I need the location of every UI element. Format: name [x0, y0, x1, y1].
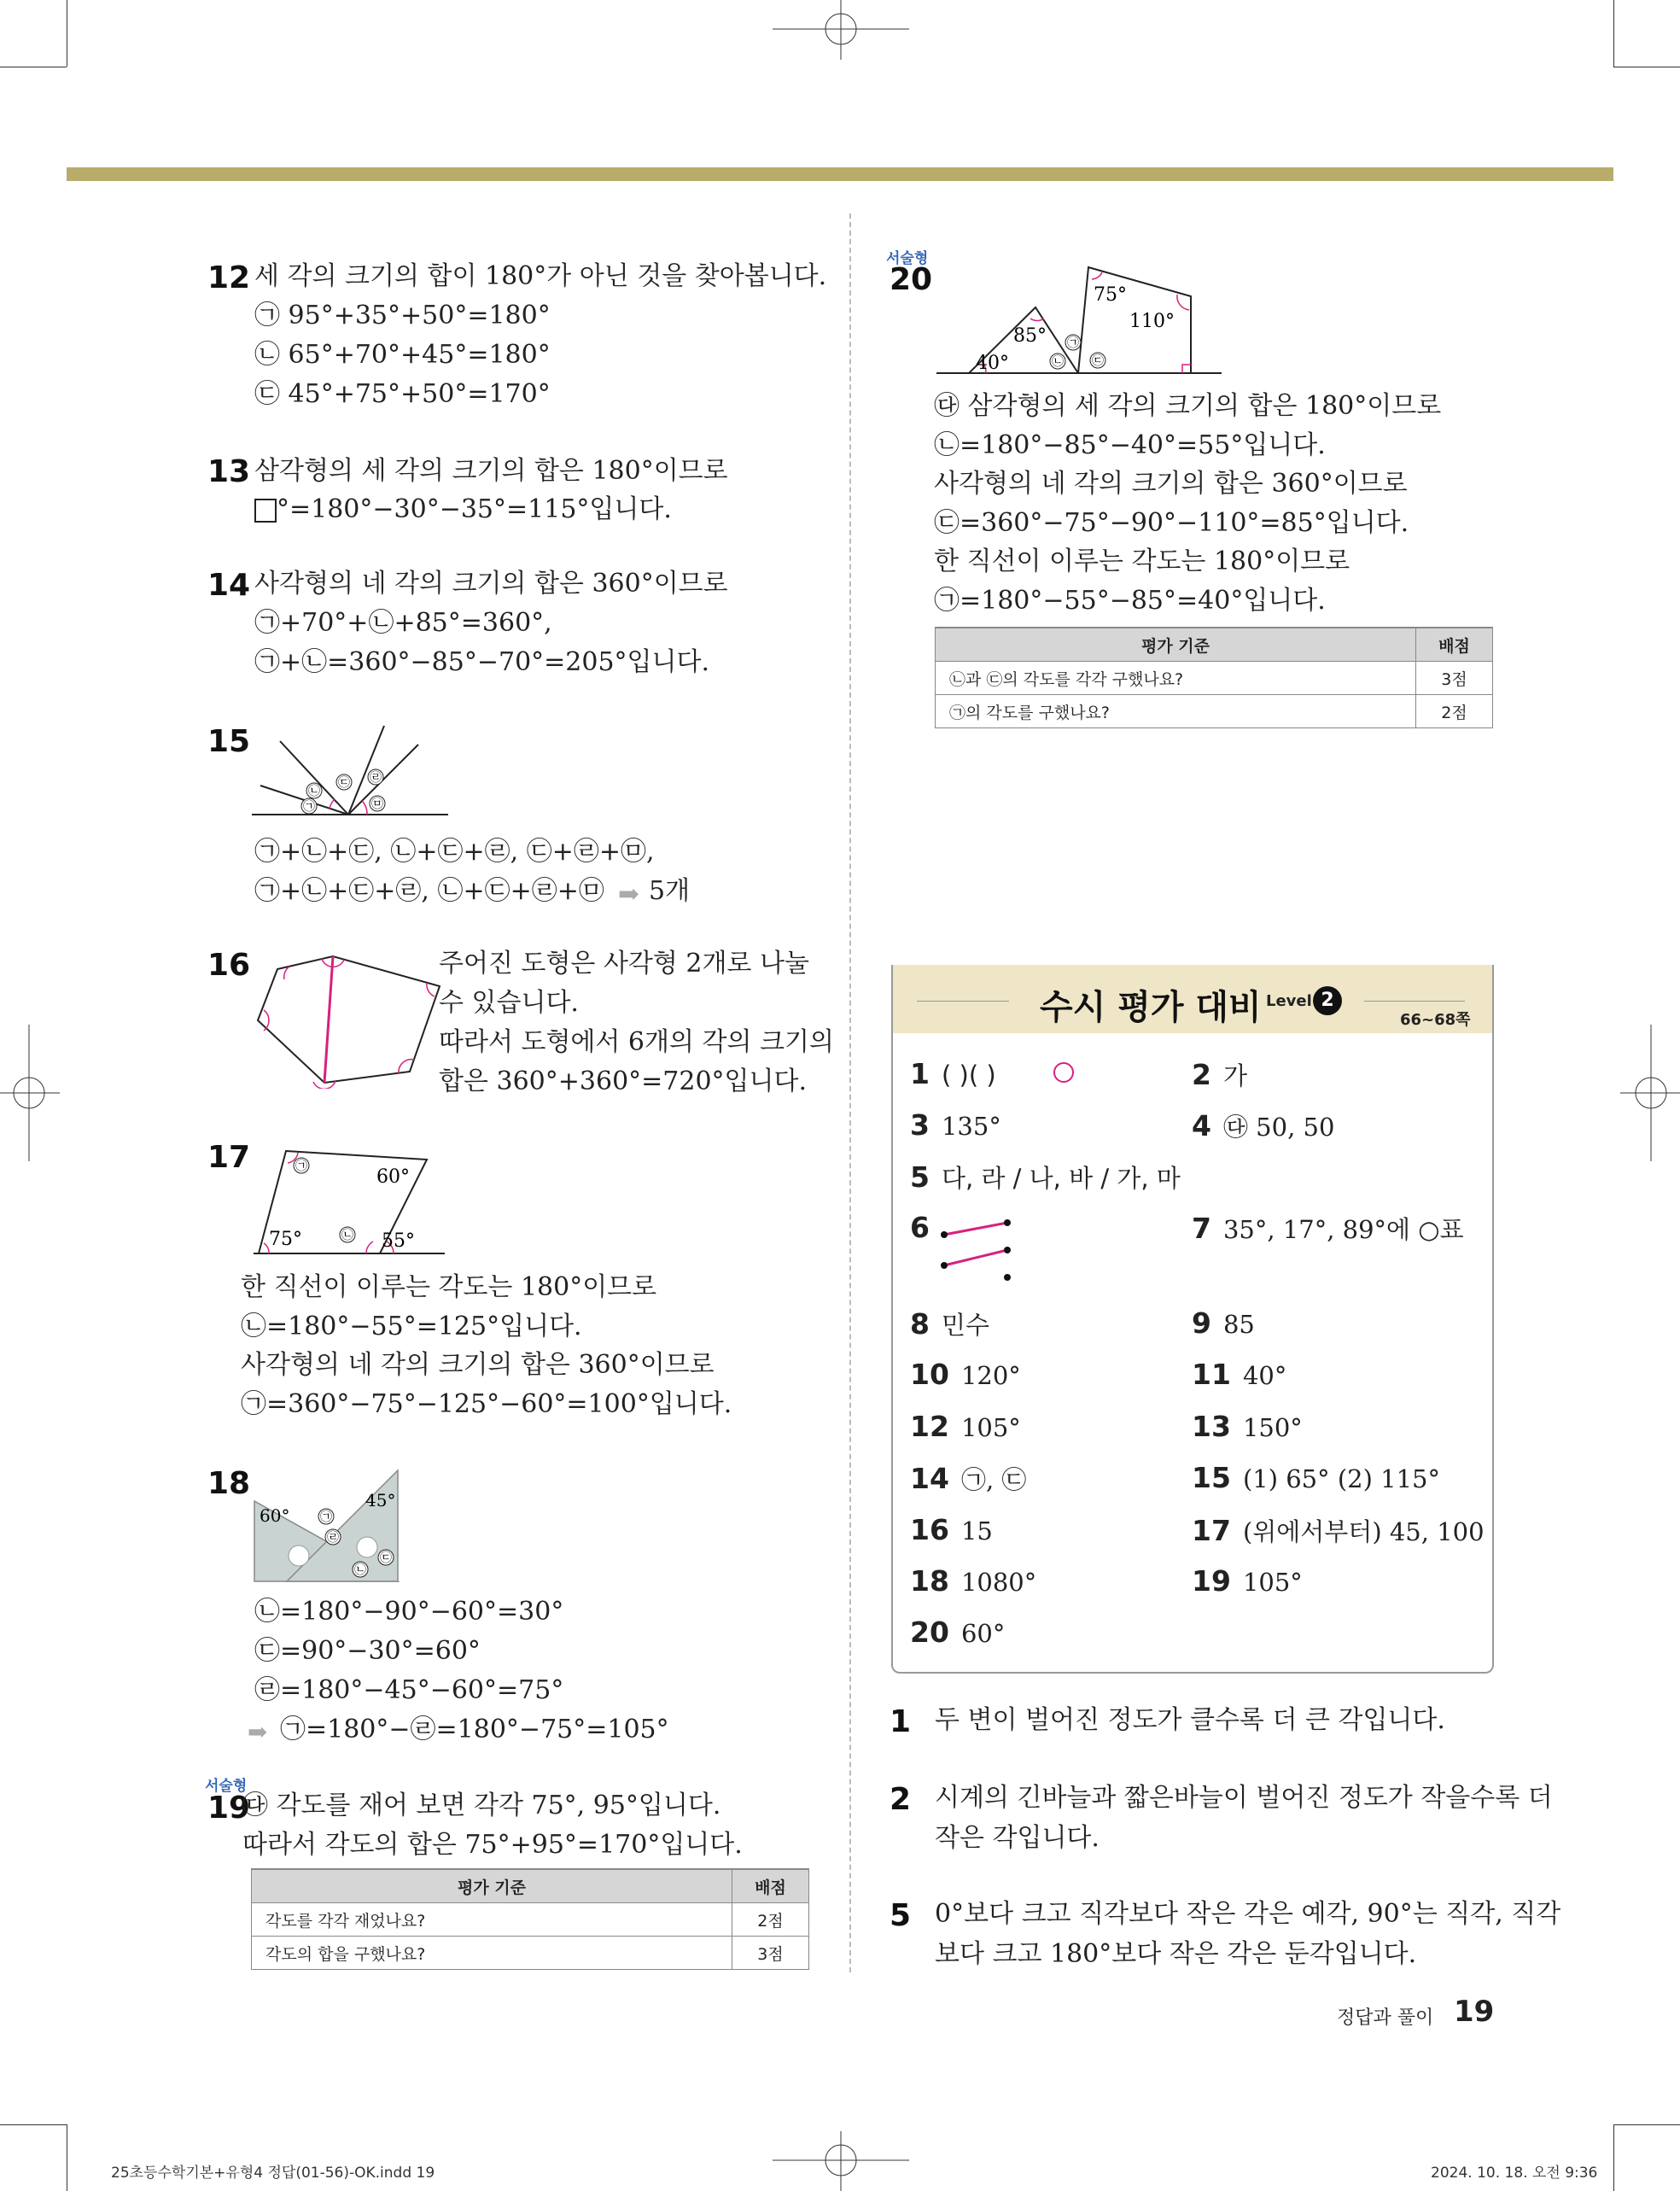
solution-line: ㉰ 삼각형의 세 각의 크기의 합은 180°이므로 [934, 391, 1442, 421]
footer-label: 정답과 풀이 [1337, 2007, 1434, 2029]
answer-item: 9 85 [1192, 1306, 1255, 1340]
print-file-info: 25초등수학기본+유형4 정답(01-56)-OK.indd 19 [111, 2165, 435, 2182]
angle-label: 85° [1013, 325, 1047, 347]
rubric-row: 각도의 합을 구했나요? 3점 [252, 1937, 809, 1970]
problem-number: 17 [207, 1140, 251, 1175]
answer-item: 13 150° [1192, 1410, 1303, 1443]
solution-line: 한 직선이 이루는 각도는 180°이므로 [934, 546, 1350, 576]
solution-line: 합은 360°+360°=720°입니다. [439, 1066, 808, 1096]
crop-mark [1613, 2124, 1680, 2125]
circled-label: ㉣ [370, 771, 382, 785]
header-rule [917, 1001, 1009, 1002]
solution-line: 수 있습니다. [439, 988, 579, 1018]
angle-label: 75° [1094, 284, 1127, 306]
descriptive-tag: 서술형 [205, 1778, 248, 1795]
solution-line: 세 각의 크기의 합이 180°가 아닌 것을 찾아봅니다. [254, 261, 827, 291]
solution-number: 2 [890, 1782, 912, 1817]
circled-label: ㉡ [354, 1563, 366, 1577]
problem-number: 13 [207, 454, 251, 489]
scoring-rubric [935, 627, 1493, 728]
solution-number: 5 [890, 1898, 912, 1933]
angle-label: 75° [269, 1229, 302, 1250]
solution-line: °=180°−30°−35°=115°입니다. [277, 494, 672, 524]
problem-number: 20 [890, 262, 933, 297]
answer-item: 17 (위에서부터) 45, 100 [1192, 1514, 1485, 1547]
angle-label: 55° [382, 1230, 415, 1252]
solution-line: 따라서 각도의 합은 75°+95°=170°입니다. [242, 1830, 743, 1860]
matching-lines-figure [939, 1212, 1016, 1289]
solution-line: ㉡=180°−85°−40°=55°입니다. [934, 430, 1326, 460]
rubric-header: 평가 기준 [252, 1869, 732, 1903]
header-accent-bar [67, 167, 1613, 181]
rubric-row: ㉡과 ㉢의 각도를 각각 구했나요? 3점 [936, 662, 1493, 695]
circled-label: ㉢ [1092, 354, 1104, 368]
answer-item: 3 135° [910, 1108, 1001, 1142]
answer-item: 14 ㉠, ㉢ [910, 1462, 1027, 1495]
triangle-quadrilateral-figure [935, 260, 1225, 376]
solution-line: ㉠=180°−㉣=180°−75°=105° [280, 1715, 669, 1744]
rubric-header: 평가 기준 [936, 628, 1416, 662]
solution-result: 5개 [649, 876, 691, 906]
angle-label: 60° [260, 1505, 290, 1526]
descriptive-tag: 서술형 [886, 250, 929, 267]
circled-label: ㉢ [380, 1551, 392, 1565]
answer-item: 19 105° [1192, 1564, 1303, 1598]
solution-line: 삼각형의 세 각의 크기의 합은 180°이므로 [254, 456, 728, 486]
registration-mark [0, 1025, 60, 1161]
hexagon-figure [252, 952, 448, 1089]
solution-line: ㉡=180°−90°−60°=30° [254, 1597, 564, 1627]
registration-mark [1620, 1025, 1680, 1161]
scoring-rubric [251, 1868, 809, 1970]
rubric-header: 배점 [732, 1869, 809, 1903]
problem-number: 14 [207, 568, 251, 603]
arrow-icon: ➡ [248, 1718, 268, 1746]
page-range: 66~68쪽 [1400, 1011, 1471, 1029]
arrow-icon: ➡ [618, 879, 640, 909]
angle-label: 40° [976, 353, 1009, 374]
answer-item: 2 가 [1192, 1058, 1247, 1091]
solution-line: 0°보다 크고 직각보다 작은 각은 예각, 90°는 직각, 직각 [935, 1899, 1561, 1929]
solution-line: 사각형의 네 각의 크기의 합은 360°이므로 [934, 469, 1408, 499]
crop-mark [1613, 0, 1614, 67]
header-rule [1364, 1001, 1465, 1002]
solution-line: ㉠ 95°+35°+50°=180° [254, 301, 551, 330]
circled-label: ㉡ [308, 785, 320, 798]
registration-mark [773, 0, 909, 60]
answer-item: 8 민수 [910, 1307, 989, 1341]
solution-line: 시계의 긴바늘과 짧은바늘이 벌어진 정도가 작을수록 더 [935, 1783, 1553, 1813]
problem-number: 19 [207, 1791, 251, 1826]
circled-label: ㉠ [1067, 336, 1079, 350]
solution-line: ㉢ 45°+75°+50°=170° [254, 379, 551, 409]
crop-mark [0, 2124, 67, 2125]
circled-label: ㉡ [341, 1229, 353, 1242]
solution-line: 작은 각입니다. [935, 1823, 1100, 1853]
solution-line: 보다 크고 180°보다 작은 각은 둔각입니다. [935, 1939, 1417, 1969]
blank-box-icon [254, 499, 277, 523]
circled-label: ㉣ [327, 1531, 339, 1545]
solution-line: 사각형의 네 각의 크기의 합은 360°이므로 [241, 1350, 715, 1380]
answer-item: 5 다, 라 / 나, 바 / 가, 마 [910, 1160, 1181, 1194]
circled-label: ㉡ [1052, 355, 1064, 369]
answer-item: 10 120° [910, 1358, 1021, 1391]
solution-line: ㉠+㉡=360°−85°−70°=205°입니다. [254, 647, 710, 677]
solution-line: ㉡=180°−55°=125°입니다. [241, 1312, 582, 1341]
answer-item: 4 ㉰ 50, 50 [1192, 1109, 1335, 1142]
page-number: 19 [1454, 1995, 1495, 2029]
solution-line: ㉡ 65°+70°+45°=180° [254, 340, 551, 370]
solution-line: 주어진 도형은 사각형 2개로 나눌 [439, 949, 809, 979]
problem-number: 16 [207, 948, 251, 983]
solution-line: ㉠=360°−75°−125°−60°=100°입니다. [241, 1389, 732, 1419]
quadrilateral-figure [252, 1144, 448, 1255]
answer-item: 16 15 [910, 1513, 993, 1546]
problem-number: 12 [207, 260, 251, 295]
rubric-row: 각도를 각각 재었나요? 2점 [252, 1903, 809, 1937]
solution-line: ㉠=180°−55°−85°=40°입니다. [934, 586, 1326, 616]
solution-line: 사각형의 네 각의 크기의 합은 360°이므로 [254, 569, 728, 599]
problem-number: 18 [207, 1466, 251, 1501]
solution-line: ㉠+70°+㉡+85°=360°, [254, 608, 552, 638]
answer-item: 11 40° [1192, 1358, 1287, 1391]
circled-label: ㉠ [320, 1510, 332, 1524]
answer-item: 6 [910, 1211, 930, 1244]
review-box-title: 수시 평가 대비 [1040, 988, 1262, 1027]
circled-label: ㉠ [303, 800, 315, 814]
level-label: Level [1266, 992, 1312, 1010]
angle-label: 45° [365, 1490, 396, 1510]
solution-line: 두 변이 벌어진 정도가 클수록 더 큰 각입니다. [935, 1705, 1445, 1735]
answer-item: 7 35°, 17°, 89°에 ○표 [1192, 1212, 1464, 1245]
set-squares-figure [253, 1469, 402, 1584]
answer-item: 1 ( )( ) [910, 1057, 996, 1090]
rubric-header: 배점 [1416, 628, 1493, 662]
registration-mark [773, 2131, 909, 2191]
answer-item: 15 (1) 65° (2) 115° [1192, 1461, 1441, 1494]
solution-line: ㉠+㉡+㉢+㉣, ㉡+㉢+㉣+㉤ [254, 876, 604, 906]
answer-item: 20 60° [910, 1615, 1006, 1649]
angle-fan-figure [248, 724, 452, 818]
solution-line: ㉠+㉡+㉢, ㉡+㉢+㉣, ㉢+㉣+㉤, [254, 837, 655, 867]
print-date-info: 2024. 10. 18. 오전 9:36 [1431, 2165, 1598, 2182]
circled-label: ㉤ [371, 798, 383, 811]
rubric-row: ㉠의 각도를 구했나요? 2점 [936, 695, 1493, 728]
level-badge: 2 [1313, 986, 1342, 1015]
problem-number: 15 [207, 724, 251, 759]
angle-label: 60° [376, 1166, 410, 1188]
circled-label: ㉠ [295, 1160, 307, 1173]
answer-item: 12 105° [910, 1410, 1021, 1443]
column-divider [849, 213, 851, 1972]
solution-line: 한 직선이 이루는 각도는 180°이므로 [241, 1272, 657, 1302]
answer-item: 18 1080° [910, 1564, 1037, 1598]
angle-label: 110° [1129, 311, 1175, 332]
solution-line: ㉣=180°−45°−60°=75° [254, 1675, 564, 1705]
circled-label: ㉢ [338, 776, 350, 790]
solution-line: ㉰ 각도를 재어 보면 각각 75°, 95°입니다. [242, 1791, 721, 1820]
solution-line: 따라서 도형에서 6개의 각의 크기의 [439, 1027, 834, 1057]
circle-mark-icon [1053, 1062, 1074, 1083]
solution-line: ㉢=360°−75°−90°−110°=85°입니다. [934, 508, 1409, 538]
crop-mark [1613, 2124, 1614, 2191]
solution-number: 1 [890, 1704, 912, 1739]
solution-line: ㉢=90°−30°=60° [254, 1636, 481, 1666]
